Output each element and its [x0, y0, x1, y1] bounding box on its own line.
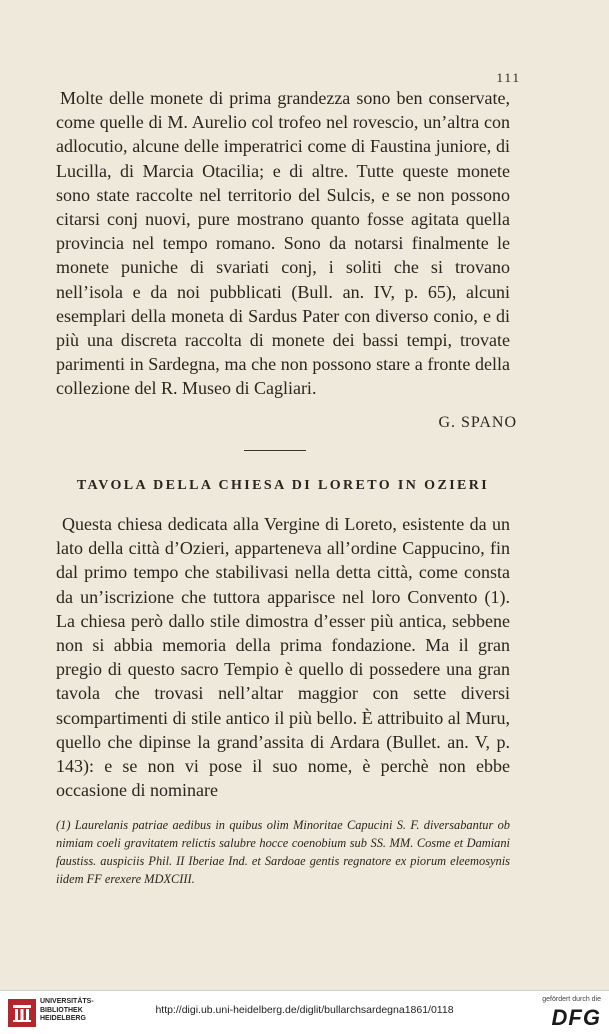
library-name-line3: HEIDELBERG: [40, 1015, 86, 1022]
footnote: (1) Laurelanis patriae aedibus in quibus olim Minoritae Capucini S. F. diversabantur ob nimiam coeli gravitatem relictis salubre hocce coenobium sub SS. MM. Cosme et Damiani faustiss. auspiciis Phil. II Iberiae Ind. et Sardoae gentis regnatore ex piorum eleemosynis iidem FF erexere MDXCIII.: [56, 818, 510, 886]
digitization-footer: [0, 990, 609, 1034]
permalink-url[interactable]: http://digi.ub.uni-heidelberg.de/diglit/bullarchsardegna1861/0118: [155, 1004, 454, 1016]
section-heading: TAVOLA DELLA CHIESA DI LORETO IN OZIERI: [76, 478, 490, 493]
funded-by-label: gefördert durch die: [542, 996, 601, 1003]
page-number: 111: [496, 70, 521, 85]
dfg-logo: DFG: [551, 1005, 601, 1030]
author-signature: G. SPANO: [438, 414, 517, 431]
paragraph-coins: Molte delle monete di prima grandezza sono ben conservate, come quelle di M. Aurelio col trofeo nel rovescio, un’altra con adlocutio, alcune delle imperatrici come di Faustina juniore, di Lucilla, di Marcia Otacilia; e di altre. Tutte queste monete sono state raccolte nel territorio del Sulcis, e se non possono citarsi conj nuovi, pure mostrano quanto fosse agitata quella provincia nel tempo romano. Sono da notarsi finalmente le monete puniche di svariati conj, i soliti che si trovano nell’isola e da noi pubblicati (Bull. an. IV, p. 65), alcuni esemplari della moneta di Sardus Pater con diverso conio, e di più una discreta raccolta di monete dei bassi tempi, trovate parimenti in Sardegna, ma che non possono stare a fronte della collezione del R. Museo di Cagliari.: [56, 88, 510, 399]
section-divider: [244, 450, 306, 451]
library-name-line1: UNIVERSITÄTS-: [40, 998, 94, 1005]
paragraph-loreto: Questa chiesa dedicata alla Vergine di Loreto, esistente da un lato della città d’Ozieri, apparteneva all’ordine Cappucino, fin dal primo tempo che stabilivasi nella detta città, come consta da un’iscrizione che tuttora apparisce nel loro Convento (1). La chiesa però dallo stile dimostra d’esser più antica, sebbene non si abbia memoria della prima fondazione. Ma il gran pregio di questo sacro Tempio è quello di possedere una gran tavola che trovasi nell’altar maggior con sette diversi scompartimenti di stile antico il più bello. È attribuito al Muru, quello che dipinse la grand’assita di Ardara (Bullet. an. V, p. 143): e se non vi pose il suo nome, è perchè non ebbe occasione di nominare: [56, 514, 510, 801]
library-name-line2: BIBLIOTHEK: [40, 1006, 83, 1014]
